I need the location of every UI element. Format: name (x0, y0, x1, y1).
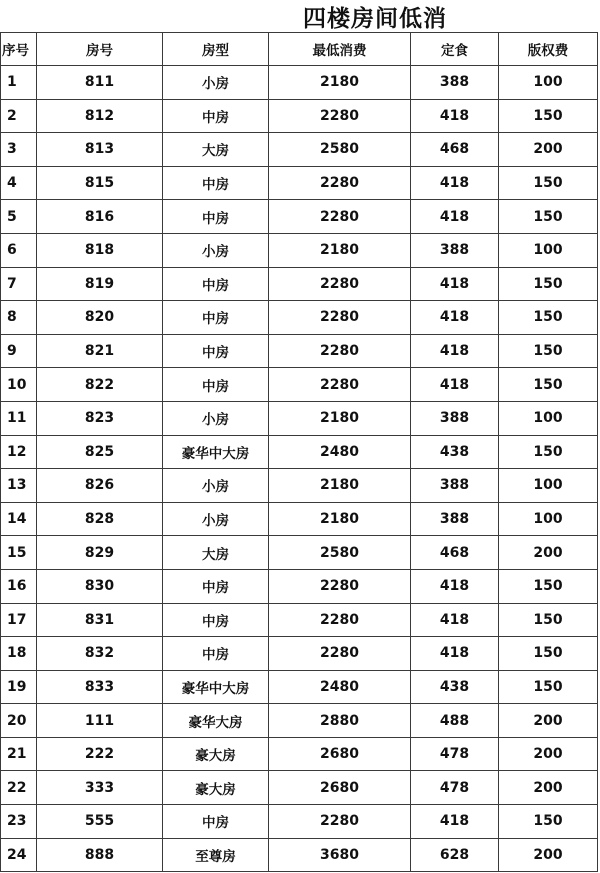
cell-minimum-spend: 2280 (269, 805, 411, 839)
cell-room-type: 中房 (163, 637, 269, 671)
cell-copyright-fee: 200 (499, 536, 598, 570)
cell-copyright-fee: 100 (499, 469, 598, 503)
cell-set-meal: 418 (411, 368, 499, 402)
cell-room-number: 831 (37, 603, 163, 637)
cell-minimum-spend: 2480 (269, 670, 411, 704)
cell-index: 7 (1, 267, 37, 301)
cell-set-meal: 418 (411, 603, 499, 637)
header-room-number: 房号 (37, 33, 163, 66)
cell-set-meal: 438 (411, 670, 499, 704)
cell-minimum-spend: 2280 (269, 603, 411, 637)
cell-index: 8 (1, 301, 37, 335)
cell-set-meal: 388 (411, 401, 499, 435)
cell-room-number: 111 (37, 704, 163, 738)
cell-room-number: 828 (37, 502, 163, 536)
cell-set-meal: 418 (411, 267, 499, 301)
cell-set-meal: 628 (411, 838, 499, 872)
cell-copyright-fee: 150 (499, 99, 598, 133)
cell-index: 1 (1, 66, 37, 100)
cell-index: 24 (1, 838, 37, 872)
cell-minimum-spend: 2280 (269, 99, 411, 133)
cell-room-type: 大房 (163, 133, 269, 167)
cell-copyright-fee: 150 (499, 368, 598, 402)
cell-room-type: 大房 (163, 536, 269, 570)
table-row (1, 670, 598, 704)
cell-set-meal: 488 (411, 704, 499, 738)
page-title: 四楼房间低消 (303, 6, 447, 32)
cell-room-number: 822 (37, 368, 163, 402)
cell-index: 12 (1, 435, 37, 469)
cell-set-meal: 388 (411, 469, 499, 503)
cell-copyright-fee: 150 (499, 670, 598, 704)
cell-copyright-fee: 150 (499, 334, 598, 368)
cell-minimum-spend: 2280 (269, 637, 411, 671)
cell-set-meal: 468 (411, 536, 499, 570)
cell-copyright-fee: 200 (499, 771, 598, 805)
cell-room-type: 中房 (163, 569, 269, 603)
cell-room-type: 小房 (163, 469, 269, 503)
cell-index: 2 (1, 99, 37, 133)
cell-minimum-spend: 2880 (269, 704, 411, 738)
room-price-table (0, 32, 598, 872)
cell-index: 22 (1, 771, 37, 805)
cell-copyright-fee: 150 (499, 200, 598, 234)
cell-minimum-spend: 3680 (269, 838, 411, 872)
cell-minimum-spend: 2280 (269, 334, 411, 368)
cell-set-meal: 388 (411, 233, 499, 267)
table-row (1, 637, 598, 671)
cell-room-number: 819 (37, 267, 163, 301)
cell-room-type: 中房 (163, 805, 269, 839)
cell-copyright-fee: 200 (499, 737, 598, 771)
cell-index: 20 (1, 704, 37, 738)
cell-room-type: 中房 (163, 99, 269, 133)
cell-copyright-fee: 200 (499, 838, 598, 872)
cell-copyright-fee: 150 (499, 267, 598, 301)
cell-index: 19 (1, 670, 37, 704)
cell-room-type: 小房 (163, 401, 269, 435)
header-room-type: 房型 (163, 33, 269, 66)
cell-set-meal: 418 (411, 99, 499, 133)
table-body (1, 66, 598, 872)
cell-index: 10 (1, 368, 37, 402)
cell-room-number: 815 (37, 166, 163, 200)
cell-room-type: 豪华中大房 (163, 670, 269, 704)
cell-minimum-spend: 2580 (269, 133, 411, 167)
cell-index: 13 (1, 469, 37, 503)
table-row (1, 603, 598, 637)
cell-index: 16 (1, 569, 37, 603)
cell-room-type: 豪华大房 (163, 704, 269, 738)
table-row (1, 737, 598, 771)
cell-room-number: 825 (37, 435, 163, 469)
cell-set-meal: 418 (411, 569, 499, 603)
cell-room-number: 333 (37, 771, 163, 805)
cell-room-number: 826 (37, 469, 163, 503)
cell-set-meal: 418 (411, 637, 499, 671)
cell-set-meal: 388 (411, 502, 499, 536)
cell-room-type: 豪大房 (163, 771, 269, 805)
cell-set-meal: 478 (411, 771, 499, 805)
cell-room-number: 818 (37, 233, 163, 267)
cell-room-type: 中房 (163, 267, 269, 301)
table-row (1, 704, 598, 738)
table-row (1, 200, 598, 234)
cell-room-type: 中房 (163, 301, 269, 335)
cell-copyright-fee: 100 (499, 401, 598, 435)
table-row (1, 502, 598, 536)
cell-room-number: 813 (37, 133, 163, 167)
cell-minimum-spend: 2680 (269, 771, 411, 805)
header-set-meal: 定食 (411, 33, 499, 66)
cell-room-type: 小房 (163, 502, 269, 536)
cell-index: 3 (1, 133, 37, 167)
cell-index: 18 (1, 637, 37, 671)
cell-room-number: 832 (37, 637, 163, 671)
cell-copyright-fee: 150 (499, 301, 598, 335)
cell-room-number: 888 (37, 838, 163, 872)
cell-copyright-fee: 100 (499, 502, 598, 536)
cell-minimum-spend: 2280 (269, 301, 411, 335)
cell-index: 14 (1, 502, 37, 536)
table-row (1, 435, 598, 469)
cell-set-meal: 418 (411, 200, 499, 234)
header-copyright-fee: 版权费 (499, 33, 598, 66)
cell-minimum-spend: 2180 (269, 233, 411, 267)
table-row (1, 771, 598, 805)
cell-room-type: 豪华中大房 (163, 435, 269, 469)
cell-room-type: 小房 (163, 233, 269, 267)
cell-minimum-spend: 2180 (269, 401, 411, 435)
cell-room-type: 中房 (163, 603, 269, 637)
cell-index: 17 (1, 603, 37, 637)
cell-set-meal: 388 (411, 66, 499, 100)
cell-room-number: 222 (37, 737, 163, 771)
header-row (1, 33, 598, 66)
cell-set-meal: 468 (411, 133, 499, 167)
cell-minimum-spend: 2280 (269, 368, 411, 402)
cell-copyright-fee: 150 (499, 637, 598, 671)
cell-index: 5 (1, 200, 37, 234)
table-row (1, 233, 598, 267)
header-index: 序号 (1, 33, 37, 66)
cell-index: 15 (1, 536, 37, 570)
cell-room-type: 中房 (163, 200, 269, 234)
cell-minimum-spend: 2580 (269, 536, 411, 570)
cell-minimum-spend: 2180 (269, 469, 411, 503)
table-row (1, 469, 598, 503)
cell-copyright-fee: 100 (499, 233, 598, 267)
cell-minimum-spend: 2280 (269, 569, 411, 603)
cell-copyright-fee: 150 (499, 569, 598, 603)
cell-room-number: 555 (37, 805, 163, 839)
cell-copyright-fee: 100 (499, 66, 598, 100)
cell-copyright-fee: 200 (499, 704, 598, 738)
cell-index: 4 (1, 166, 37, 200)
table-row (1, 838, 598, 872)
table-row (1, 66, 598, 100)
table-row (1, 133, 598, 167)
cell-copyright-fee: 150 (499, 805, 598, 839)
table-row (1, 301, 598, 335)
cell-room-number: 823 (37, 401, 163, 435)
table-row (1, 536, 598, 570)
cell-copyright-fee: 150 (499, 166, 598, 200)
cell-room-number: 811 (37, 66, 163, 100)
cell-room-type: 中房 (163, 166, 269, 200)
table-row (1, 166, 598, 200)
cell-index: 9 (1, 334, 37, 368)
cell-room-number: 812 (37, 99, 163, 133)
cell-room-number: 830 (37, 569, 163, 603)
cell-room-type: 中房 (163, 368, 269, 402)
cell-set-meal: 438 (411, 435, 499, 469)
header-minimum-spend: 最低消费 (269, 33, 411, 66)
cell-minimum-spend: 2480 (269, 435, 411, 469)
cell-room-number: 820 (37, 301, 163, 335)
cell-minimum-spend: 2180 (269, 502, 411, 536)
cell-set-meal: 418 (411, 166, 499, 200)
table-row (1, 368, 598, 402)
cell-index: 6 (1, 233, 37, 267)
cell-copyright-fee: 150 (499, 435, 598, 469)
cell-room-type: 豪大房 (163, 737, 269, 771)
cell-index: 11 (1, 401, 37, 435)
cell-minimum-spend: 2280 (269, 200, 411, 234)
cell-room-type: 至尊房 (163, 838, 269, 872)
cell-minimum-spend: 2180 (269, 66, 411, 100)
cell-minimum-spend: 2680 (269, 737, 411, 771)
table-row (1, 401, 598, 435)
cell-copyright-fee: 200 (499, 133, 598, 167)
cell-room-type: 小房 (163, 66, 269, 100)
cell-set-meal: 478 (411, 737, 499, 771)
cell-index: 23 (1, 805, 37, 839)
cell-room-number: 829 (37, 536, 163, 570)
cell-room-type: 中房 (163, 334, 269, 368)
cell-set-meal: 418 (411, 334, 499, 368)
cell-minimum-spend: 2280 (269, 166, 411, 200)
cell-minimum-spend: 2280 (269, 267, 411, 301)
table-row (1, 805, 598, 839)
cell-set-meal: 418 (411, 805, 499, 839)
cell-room-number: 816 (37, 200, 163, 234)
table-row (1, 569, 598, 603)
cell-set-meal: 418 (411, 301, 499, 335)
cell-room-number: 833 (37, 670, 163, 704)
cell-copyright-fee: 150 (499, 603, 598, 637)
cell-room-number: 821 (37, 334, 163, 368)
table-row (1, 99, 598, 133)
cell-index: 21 (1, 737, 37, 771)
table-row (1, 267, 598, 301)
table-row (1, 334, 598, 368)
